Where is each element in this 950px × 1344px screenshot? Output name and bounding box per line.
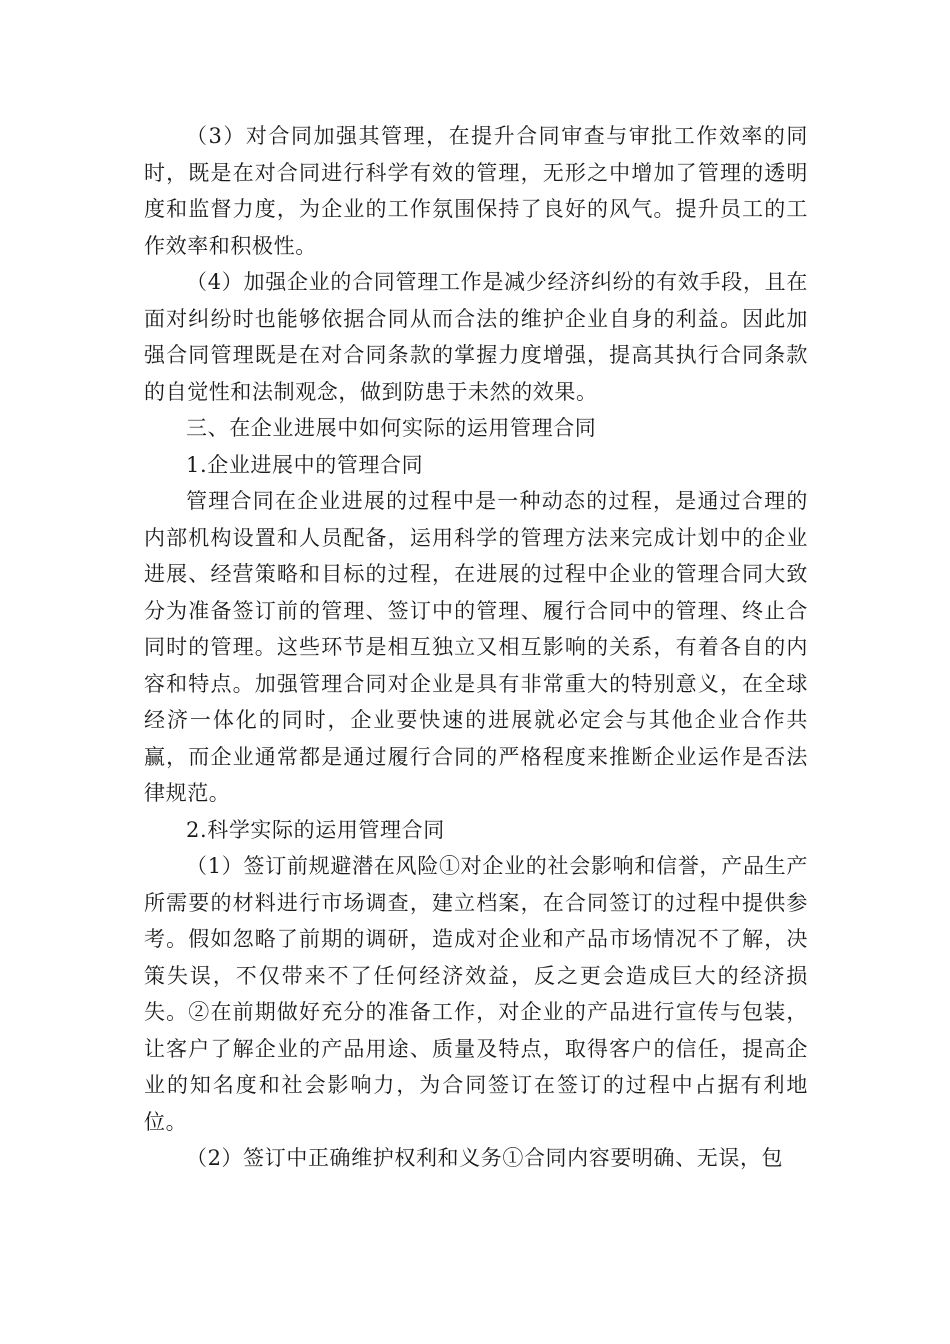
section-heading-3: 三、在企业进展中如何实际的运用管理合同 <box>186 416 597 440</box>
document-body <box>144 118 808 1177</box>
paragraph-during-signing: （2）签订中正确维护权利和义务①合同内容要明确、无误，包 <box>186 1146 784 1170</box>
subheading-2: 2.科学实际的运用管理合同 <box>186 817 445 842</box>
paragraph-4-disputes: （4）加强企业的合同管理工作是减少经济纠纷的有效手段，且在面对纠纷时也能够依据合同从而合法的维护企业自身的利益。因此加强合同管理既是在对合同条款的掌握力度增强，提高其执行合同条款的自觉性和法制观念，做到防患于未然的效果。 <box>144 270 808 404</box>
paragraph-management-contract: 管理合同在企业进展的过程中是一种动态的过程，是通过合理的内部机构设置和人员配备，运用科学的管理方法来完成计划中的企业进展、经营策略和目标的过程，在进展的过程中企业的管理合同大致分为准备签订前的管理、签订中的管理、履行合同中的管理、终止合同时的管理。这些环节是相互独立又相互影响的关系，有着各自的内容和特点。加强管理合同对企业是具有非常重大的特别意义，在全球经济一体化的同时，企业要快速的进展就必定会与其他企业合作共赢，而企业通常都是通过履行合同的严格程度来推断企业运作是否法律规范。 <box>144 489 808 805</box>
paragraph-before-signing: （1）签订前规避潜在风险①对企业的社会影响和信誉，产品生产所需要的材料进行市场调查，建立档案，在合同签订的过程中提供参考。假如忽略了前期的调研，造成对企业和产品市场情况不了解，决策失误，不仅带来不了任何经济效益，反之更会造成巨大的经济损失。②在前期做好充分的准备工作，对企业的产品进行宣传与包装，让客户了解企业的产品用途、质量及特点，取得客户的信任，提高企业的知名度和社会影响力，为合同签订在签订的过程中占据有利地位。 <box>144 854 808 1134</box>
paragraph-3-efficiency: （3）对合同加强其管理，在提升合同审查与审批工作效率的同时，既是在对合同进行科学有效的管理，无形之中增加了管理的透明度和监督力度，为企业的工作氛围保持了良好的风气。提升员工的工作效率和积极性。 <box>144 124 808 258</box>
subheading-1: 1.企业进展中的管理合同 <box>186 452 424 477</box>
